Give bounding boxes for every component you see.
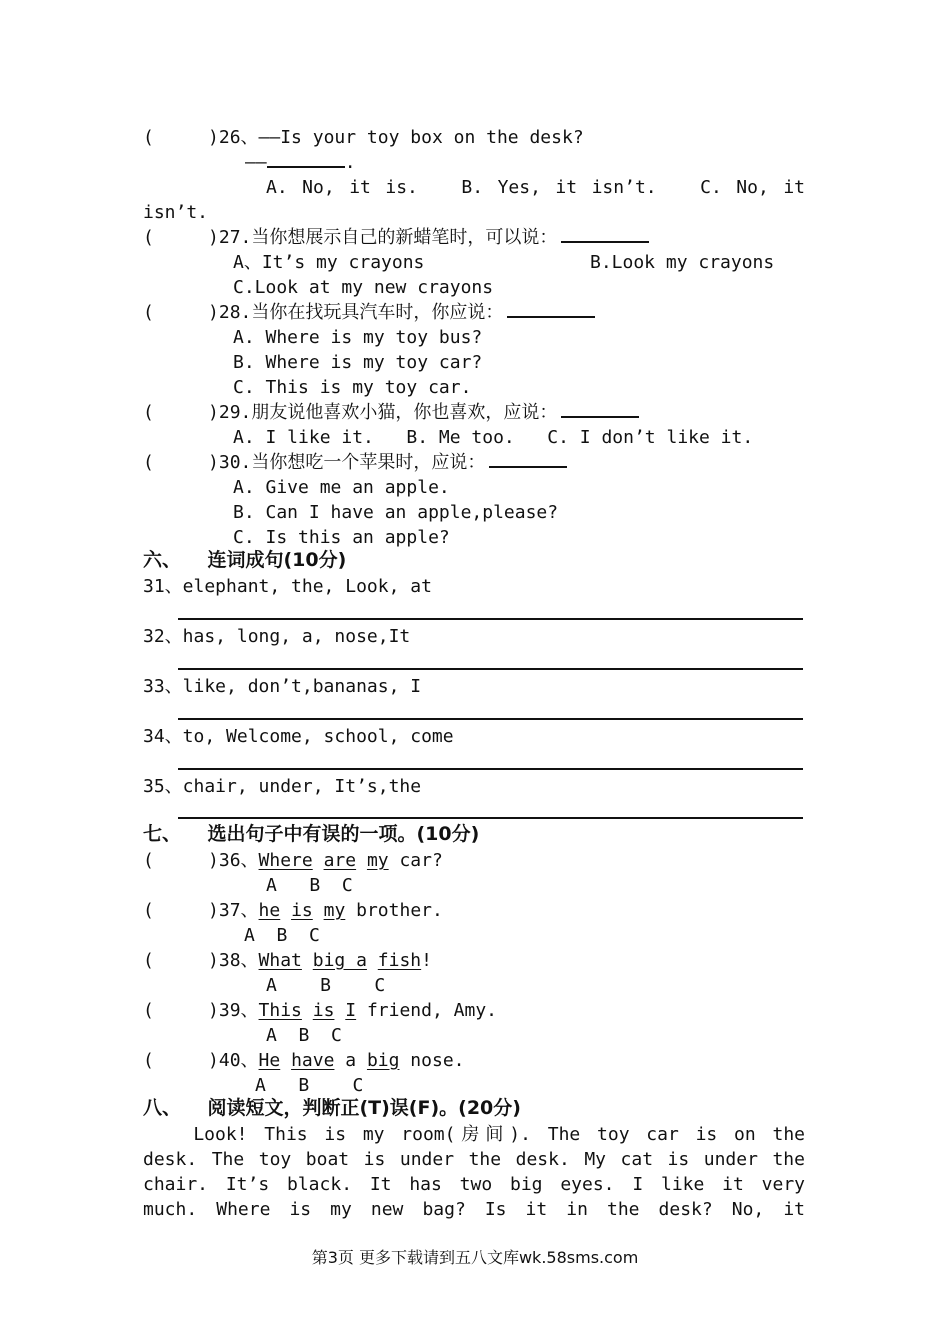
question-26-options-wrap: isn’t. [143,202,209,223]
question-39-labels: A B C [266,1025,342,1046]
answer-line[interactable] [178,618,803,620]
question-30-option-b: B. Can I have an apple,please? [233,502,559,523]
question-26: ( )26、——Is your toy box on the desk? [143,127,584,148]
question-27: ( )27.当你想展示自己的新蜡笔时，可以说： [143,225,649,250]
question-36-labels: A B C [266,875,353,896]
reorder-item: 34、to, Welcome, school, come [143,726,454,747]
answer-blank[interactable] [489,450,567,468]
answer-line[interactable] [178,768,803,770]
section-7-title: 七、 选出句子中有误的一项。(10分) [143,823,480,845]
question-37: ( )37、he is my brother. [143,900,443,921]
question-27-option-a: A、It’s my crayons [233,252,425,273]
question-29-options: A. I like it. B. Me too. C. I don’t like it. [233,427,754,448]
page-footer: 第3页 更多下载请到五八文库wk.58sms.com [311,1248,639,1267]
reorder-item: 31、elephant, the, Look, at [143,576,432,597]
question-26-options: A. No, it is. B. Yes, it isn’t. C. No, it [266,177,805,198]
question-38-labels: A B C [266,975,386,996]
answer-line[interactable] [178,817,803,819]
question-27-option-b: B.Look my crayons [590,252,775,273]
answer-paren: ( ) [143,127,219,148]
question-30: ( )30.当你想吃一个苹果时，应说： [143,450,567,475]
question-36: ( )36、Where are my car? [143,850,443,871]
answer-blank[interactable] [507,300,595,318]
question-38: ( )38、What big a fish! [143,950,432,971]
question-30-option-c: C. Is this an apple? [233,527,450,548]
question-37-labels: A B C [244,925,320,946]
answer-line[interactable] [178,718,803,720]
question-29: ( )29.朋友说他喜欢小猫，你也喜欢，应说： [143,400,639,425]
question-40: ( )40、He have a big nose. [143,1050,465,1071]
answer-blank[interactable] [267,150,345,168]
reorder-item: 35、chair, under, It’s,the [143,776,422,797]
section-8-title: 八、 阅读短文，判断正(T)误(F)。(20分) [143,1097,521,1119]
question-26-reply: —— . [245,152,356,173]
passage-line: much. Where is my new bag? Is it in the desk? No, it [143,1199,805,1220]
question-28-option-a: A. Where is my toy bus? [233,327,483,348]
question-28-option-c: C. This is my toy car. [233,377,472,398]
question-28-option-b: B. Where is my toy car? [233,352,483,373]
reorder-item: 32、has, long, a, nose,It [143,626,411,647]
question-39: ( )39、This is I friend, Amy. [143,1000,498,1021]
passage-line: desk. The toy boat is under the desk. My cat is under the [143,1149,805,1170]
answer-blank[interactable] [561,225,649,243]
passage-line: chair. It’s black. It has two big eyes. I like it very [143,1174,805,1195]
answer-blank[interactable] [561,400,639,418]
passage-line: Look! This is my room(房间). The toy car is on the [143,1124,805,1145]
section-6-title: 六、 连词成句(10分) [143,549,347,571]
reorder-item: 33、like, don’t,bananas, I [143,676,422,697]
question-40-labels: A B C [255,1075,364,1096]
question-27-option-c: C.Look at my new crayons [233,277,494,298]
answer-line[interactable] [178,668,803,670]
question-28: ( )28.当你在找玩具汽车时，你应说： [143,300,595,325]
question-30-option-a: A. Give me an apple. [233,477,450,498]
